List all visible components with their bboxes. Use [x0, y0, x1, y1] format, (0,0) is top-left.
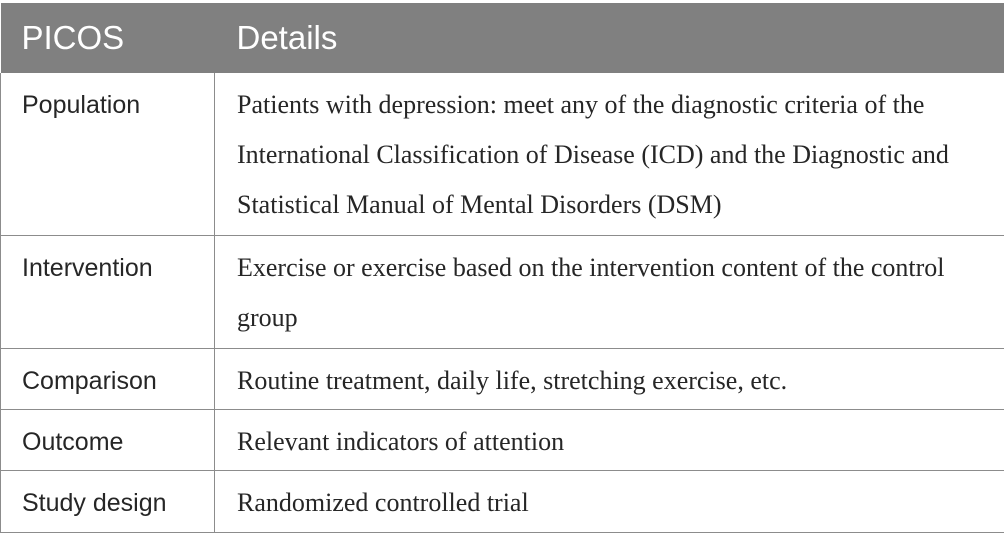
- table-row: [1, 73, 1004, 236]
- cell-text: Routine treatment, daily life, stretching exercise, etc.: [237, 366, 788, 395]
- column-header-details: Details: [215, 3, 1004, 73]
- row-details-comparison: [215, 349, 1004, 410]
- cell-text: Intervention: [22, 254, 153, 282]
- row-label-comparison: [1, 349, 215, 410]
- table-row: [1, 236, 1004, 349]
- cell-text: Outcome: [22, 428, 124, 456]
- cell-text: Population: [22, 91, 141, 119]
- table-row: [1, 349, 1004, 410]
- row-label-intervention: [1, 236, 215, 349]
- cell-text: Exercise or exercise based on the intervention content of the control group: [237, 253, 945, 332]
- column-header-picos: PICOS: [1, 3, 215, 73]
- row-details-population: [215, 73, 1004, 236]
- row-details-intervention: [215, 236, 1004, 349]
- cell-text: Relevant indicators of attention: [237, 427, 565, 456]
- row-details-outcome: [215, 410, 1004, 471]
- cell-text: Patients with depression: meet any of the diagnostic criteria of the International Classification of Disease (ICD) and the Diagnostic and Statistical Manual of Mental Disorders (DSM): [237, 90, 949, 219]
- table-row: [1, 410, 1004, 471]
- row-label-outcome: [1, 410, 215, 471]
- table-header: [1, 3, 1004, 73]
- table-row: [1, 471, 1004, 533]
- header-row: [1, 3, 1004, 73]
- cell-text: Comparison: [22, 367, 157, 395]
- row-label-study-design: [1, 471, 215, 533]
- cell-text: Randomized controlled trial: [237, 488, 529, 517]
- picos-table: [0, 3, 1004, 533]
- row-details-study-design: [215, 471, 1004, 533]
- row-label-population: [1, 73, 215, 236]
- table-body: [1, 73, 1004, 533]
- cell-text: Study design: [22, 489, 167, 517]
